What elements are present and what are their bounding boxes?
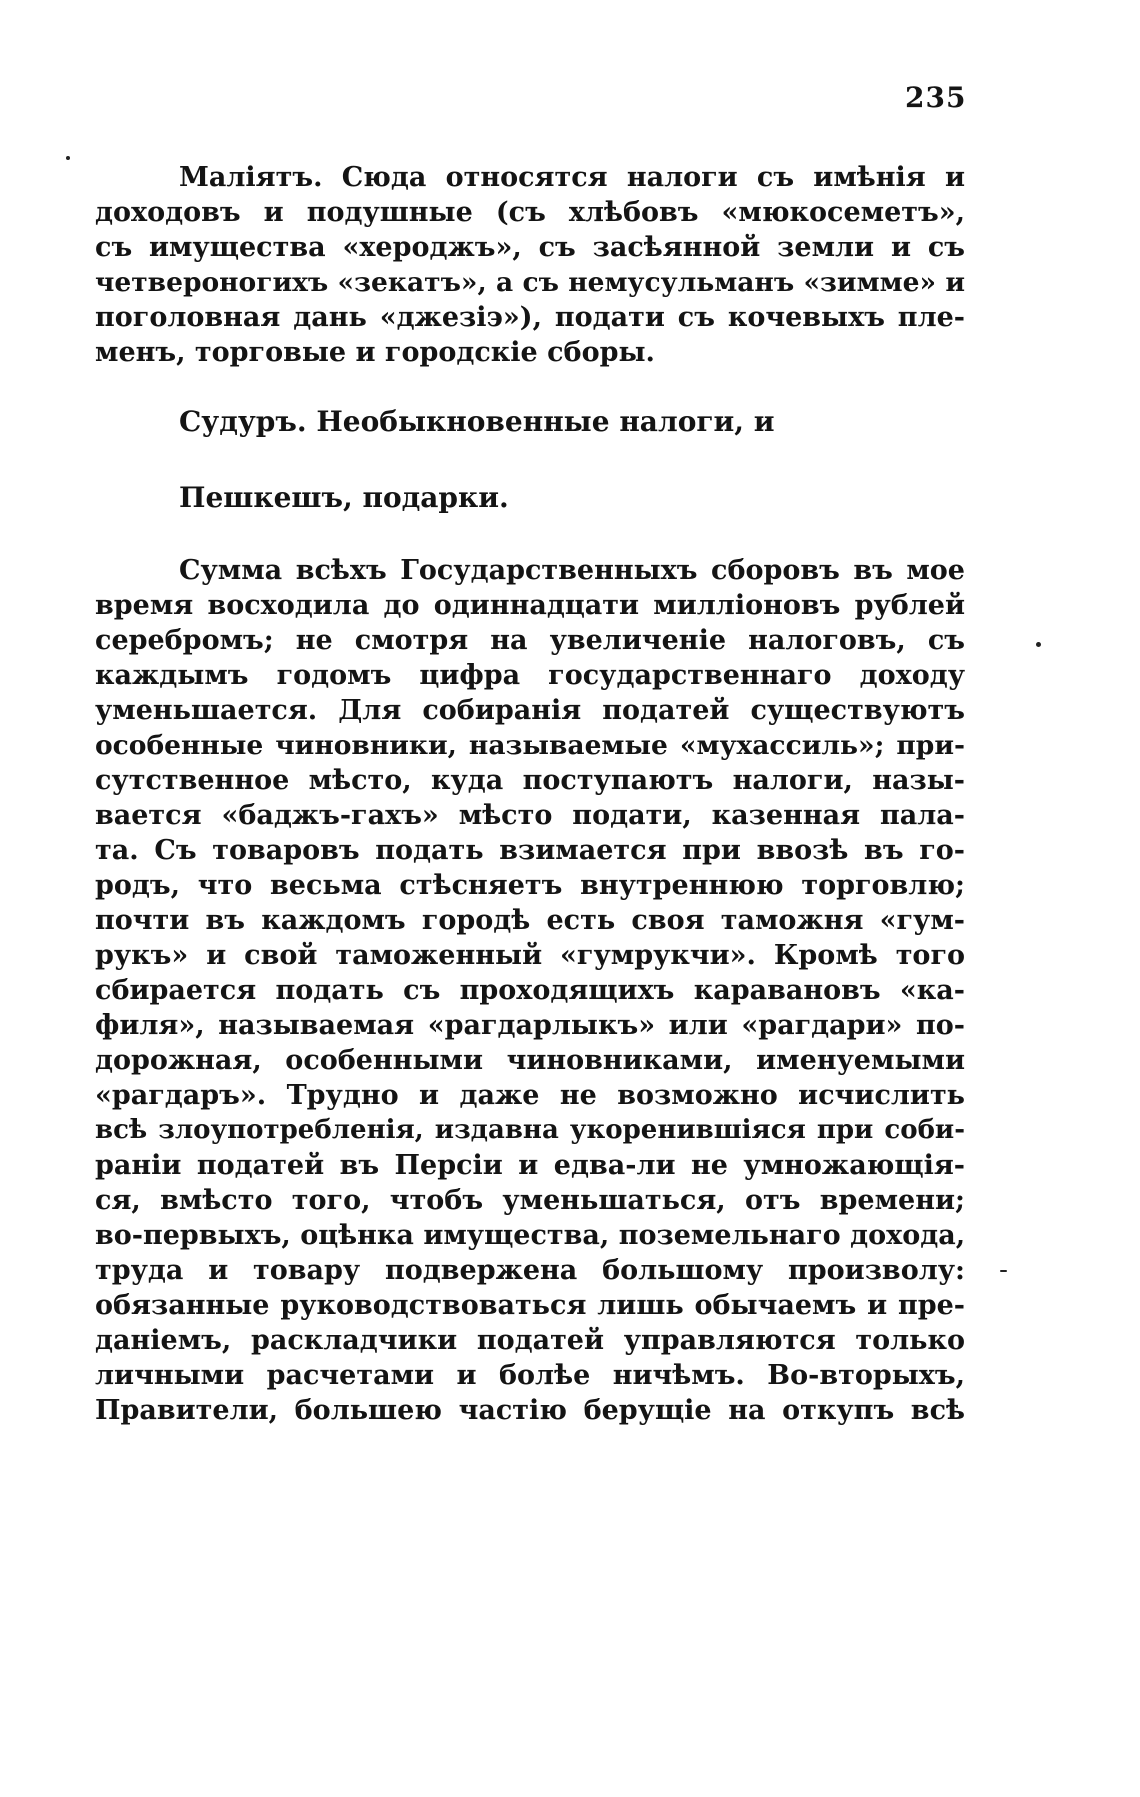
text-line: «рагдаръ». Трудно и даже не возможно исчислить xyxy=(95,1080,965,1111)
text-line: труда и товару подвержена большому произволу: xyxy=(95,1255,965,1286)
scan-speck xyxy=(1000,1270,1007,1272)
text-line: филя», называемая «рагдарлыкъ» или «рагдари» по- xyxy=(95,1010,965,1041)
scan-speck xyxy=(1036,642,1041,647)
text-line: серебромъ; не смотря на увеличеніе налоговъ, съ xyxy=(95,625,965,656)
text-line: ся, вмѣсто того, чтобъ уменьшаться, отъ времени; xyxy=(95,1185,965,1216)
text-line: менъ, торговые и городскіе сборы. xyxy=(95,337,655,368)
page-number: 235 xyxy=(905,81,967,114)
text-line: рукъ» и свой таможенный «гумрукчи». Кромѣ того xyxy=(95,940,965,971)
text-line: почти въ каждомъ городѣ есть своя таможня «гум- xyxy=(95,905,965,936)
text-line: родъ, что весьма стѣсняетъ внутреннюю торговлю; xyxy=(95,870,965,901)
text-line: даніемъ, раскладчики податей управляются только xyxy=(95,1325,965,1356)
text-line: съ имущества «хероджъ», съ засѣянной земли и съ xyxy=(95,232,965,263)
scan-speck xyxy=(66,156,70,160)
text-line: особенные чиновники, называемые «мухассиль»; при- xyxy=(95,730,965,761)
text-line: дорожная, особенными чиновниками, именуемыми xyxy=(95,1045,965,1076)
heading-sudur: Судуръ. Необыкновенные налоги, и xyxy=(179,405,775,438)
paragraph-maliat xyxy=(95,160,965,370)
text-line: сбирается подать съ проходящихъ каравановъ «ка- xyxy=(95,975,965,1006)
text-line: время восходила до одиннадцати милліоновъ рублей xyxy=(95,590,965,621)
text-line: личными расчетами и болѣе ничѣмъ. Во-вторыхъ, xyxy=(95,1360,965,1391)
text-line: Сумма всѣхъ Государственныхъ сборовъ въ мое xyxy=(179,555,965,586)
text-line: раніи податей въ Персіи и едва-ли не умножающія- xyxy=(95,1150,965,1181)
paragraph-summa xyxy=(95,553,965,1428)
text-line: четвероногихъ «зекатъ», а съ немусульманъ «зимме» и xyxy=(95,267,965,298)
text-line: обязанные руководствоваться лишь обычаемъ и пре- xyxy=(95,1290,965,1321)
text-line: Правители, большею частію берущіе на откупъ всѣ xyxy=(95,1395,965,1426)
text-line: во-первыхъ, оцѣнка имущества, поземельнаго дохода, xyxy=(95,1220,966,1251)
text-line: вается «баджъ-гахъ» мѣсто подати, казенная пала- xyxy=(95,800,965,831)
text-line: поголовная дань «джезіэ»), подати съ кочевыхъ пле- xyxy=(95,302,965,333)
text-line: сутственное мѣсто, куда поступаютъ налоги, назы- xyxy=(95,765,965,796)
text-line: каждымъ годомъ цифра государственнаго доходу xyxy=(95,660,965,691)
text-line: уменьшается. Для собиранія податей существуютъ xyxy=(95,695,965,726)
text-line: Маліятъ. Сюда относятся налоги съ имѣнія и xyxy=(179,162,965,193)
text-line: всѣ злоупотребленія, издавна укоренившіяся при соби- xyxy=(95,1115,965,1145)
heading-peshkesh: Пешкешъ, подарки. xyxy=(179,481,509,514)
text-line: доходовъ и подушные (съ хлѣбовъ «мюкосеметъ», xyxy=(95,197,965,228)
text-line: та. Съ товаровъ подать взимается при ввозѣ въ го- xyxy=(95,835,965,866)
